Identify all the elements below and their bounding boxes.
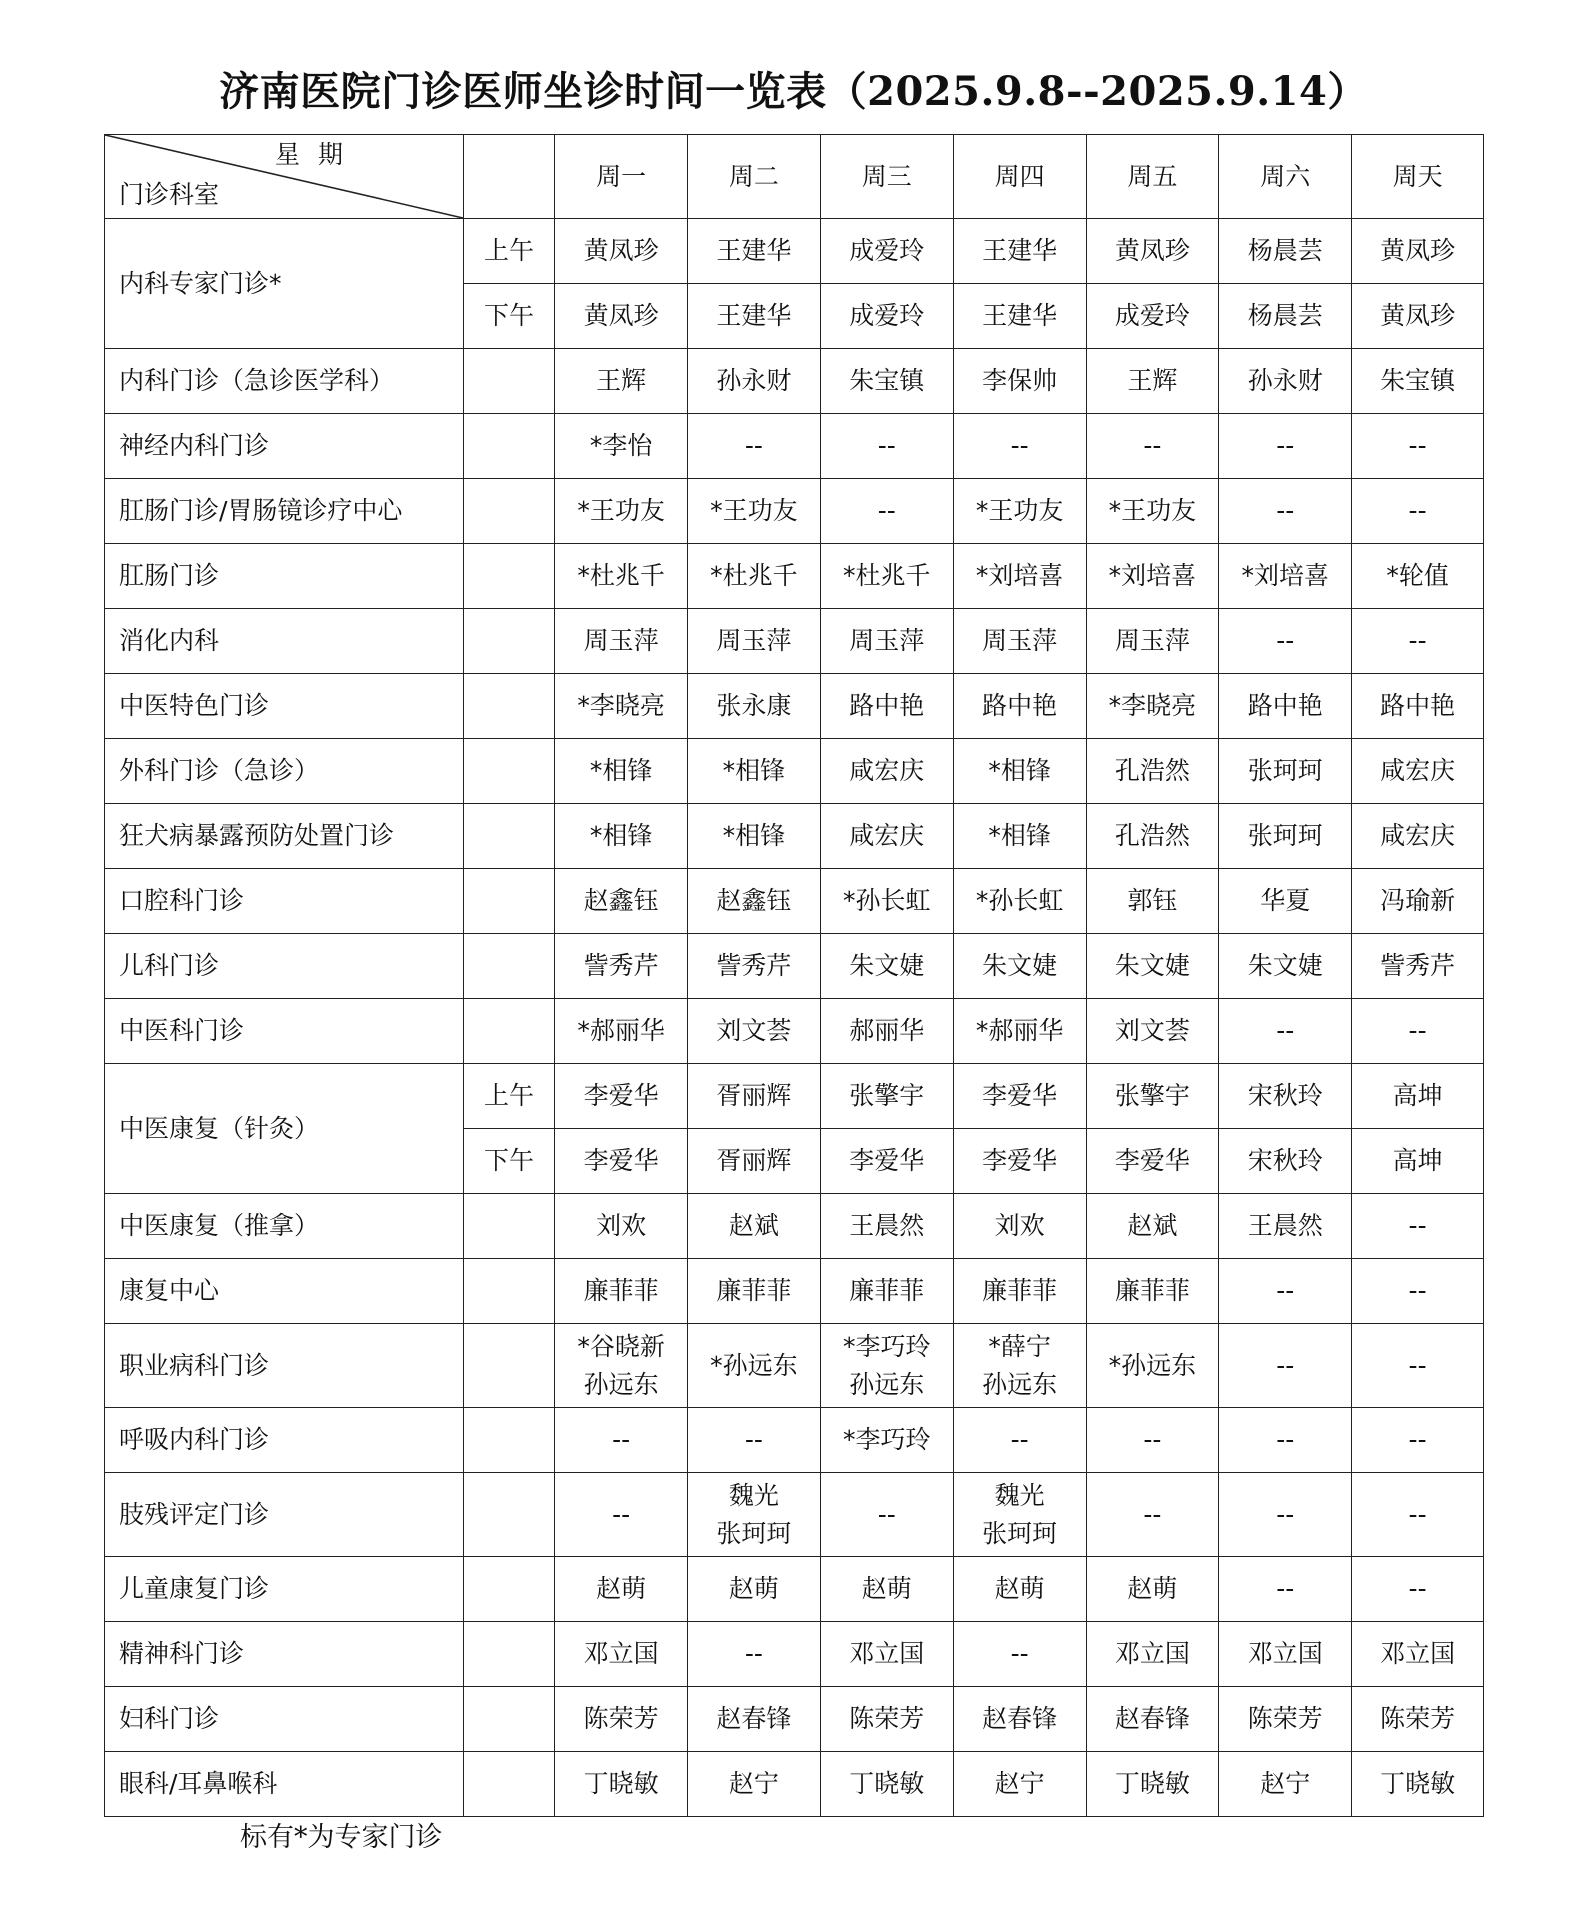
doctor-name: *李巧玲 [843,1331,931,1361]
doctor-cell: 赵萌 [820,1557,953,1622]
session-label [463,609,554,674]
session-label [463,1557,554,1622]
doctor-cell: 孙永财 [688,349,821,414]
session-label: 上午 [463,219,554,284]
doctor-name: 魏光 [728,1480,779,1510]
doctor-cell: 王建华 [953,284,1086,349]
doctor-cell: 高坤 [1352,1064,1484,1129]
doctor-cell: 咸宏庆 [820,739,953,804]
doctor-cell: 邓立国 [1219,1622,1352,1687]
header-row [105,135,1484,219]
table-row [105,999,1484,1064]
doctor-cell: 咸宏庆 [1352,739,1484,804]
doctor-cell: 张擎宇 [820,1064,953,1129]
table-row [105,1473,1484,1557]
table-row [105,804,1484,869]
doctor-cell: -- [555,1473,688,1557]
doctor-cell: 刘文荟 [688,999,821,1064]
doctor-cell: *王功友 [555,479,688,544]
doctor-cell [953,1473,1086,1557]
doctor-cell: -- [820,479,953,544]
doctor-cell: -- [688,1622,821,1687]
doctor-cell: 杨晨芸 [1219,284,1352,349]
doctor-cell: 周玉萍 [555,609,688,674]
doctor-cell: 李爱华 [820,1129,953,1194]
doctor-cell: -- [688,414,821,479]
table-row [105,1064,1484,1129]
table-row [105,219,1484,284]
doctor-cell: 陈荣芳 [1219,1687,1352,1752]
doctor-cell: -- [688,1408,821,1473]
doctor-cell: 廉菲菲 [1086,1259,1219,1324]
doctor-cell: 胥丽辉 [688,1129,821,1194]
session-label: 下午 [463,284,554,349]
department-name: 内科门诊（急诊医学科） [105,349,464,414]
table-row [105,674,1484,739]
doctor-cell: *孙远东 [688,1324,821,1408]
doctor-cell: 李爱华 [555,1129,688,1194]
doctor-cell: 邓立国 [820,1622,953,1687]
header-day: 周天 [1352,135,1484,219]
doctor-cell: 赵宁 [1219,1752,1352,1817]
doctor-cell: 张擎宇 [1086,1064,1219,1129]
doctor-cell: *杜兆千 [688,544,821,609]
table-row [105,934,1484,999]
session-label [463,414,554,479]
doctor-cell: *杜兆千 [820,544,953,609]
doctor-cell: *相锋 [953,804,1086,869]
table-row [105,609,1484,674]
doctor-name: 魏光 [994,1480,1045,1510]
doctor-cell: 王辉 [555,349,688,414]
doctor-cell: -- [1086,414,1219,479]
session-label [463,1752,554,1817]
doctor-cell: *李巧玲 [820,1408,953,1473]
doctor-cell: -- [820,414,953,479]
header-day: 周二 [688,135,821,219]
department-name: 中医特色门诊 [105,674,464,739]
doctor-cell: 陈荣芳 [1352,1687,1484,1752]
session-label [463,544,554,609]
doctor-cell: 周玉萍 [1086,609,1219,674]
doctor-cell: *相锋 [555,739,688,804]
doctor-cell: 赵春锋 [688,1687,821,1752]
doctor-cell: -- [1352,999,1484,1064]
department-name: 中医科门诊 [105,999,464,1064]
doctor-cell: 邓立国 [1086,1622,1219,1687]
doctor-cell: 周玉萍 [953,609,1086,674]
doctor-cell: *孙远东 [1086,1324,1219,1408]
doctor-cell: *刘培喜 [1086,544,1219,609]
doctor-cell: *孙长虹 [820,869,953,934]
doctor-cell: -- [1352,1408,1484,1473]
doctor-cell: 赵宁 [953,1752,1086,1817]
doctor-cell: -- [953,1408,1086,1473]
header-day: 周一 [555,135,688,219]
table-row [105,1687,1484,1752]
doctor-cell: 朱文婕 [1219,934,1352,999]
doctor-cell: 朱文婕 [820,934,953,999]
department-name: 儿科门诊 [105,934,464,999]
doctor-cell: 宋秋玲 [1219,1064,1352,1129]
doctor-cell: 孙永财 [1219,349,1352,414]
doctor-cell: -- [1219,1259,1352,1324]
header-corner-cell [105,135,464,219]
doctor-cell: 赵鑫钰 [555,869,688,934]
doctor-cell: 孔浩然 [1086,804,1219,869]
doctor-cell: 路中艳 [1352,674,1484,739]
schedule-table [104,134,1484,1817]
doctor-name: 孙远东 [849,1369,925,1399]
header-blank-cell [463,135,554,219]
department-name: 职业病科门诊 [105,1324,464,1408]
table-row [105,1752,1484,1817]
doctor-cell: 冯瑜新 [1352,869,1484,934]
doctor-cell [820,1324,953,1408]
doctor-cell [953,1324,1086,1408]
table-row [105,1259,1484,1324]
doctor-name: *谷晓新 [577,1331,665,1361]
doctor-cell: *王功友 [688,479,821,544]
department-name: 消化内科 [105,609,464,674]
doctor-cell: 孔浩然 [1086,739,1219,804]
table-row [105,349,1484,414]
department-name: 肛肠门诊 [105,544,464,609]
department-name: 中医康复（推拿） [105,1194,464,1259]
table-row [105,1408,1484,1473]
doctor-cell: 王建华 [688,284,821,349]
doctor-cell: *刘培喜 [1219,544,1352,609]
doctor-cell [688,1473,821,1557]
session-label: 下午 [463,1129,554,1194]
session-label [463,674,554,739]
table-row [105,739,1484,804]
session-label [463,739,554,804]
doctor-cell: 赵萌 [1086,1557,1219,1622]
doctor-cell: -- [1086,1473,1219,1557]
doctor-cell: 丁晓敏 [555,1752,688,1817]
doctor-cell: -- [1219,1324,1352,1408]
doctor-cell: 丁晓敏 [1352,1752,1484,1817]
corner-weekday-label: 星期 [275,140,362,169]
doctor-name: 孙远东 [583,1369,659,1399]
doctor-cell: -- [1219,479,1352,544]
session-label [463,349,554,414]
schedule-body [105,135,1484,1817]
doctor-cell: 邓立国 [1352,1622,1484,1687]
header-day: 周三 [820,135,953,219]
doctor-cell: 王晨然 [1219,1194,1352,1259]
table-row [105,414,1484,479]
doctor-cell: 刘文荟 [1086,999,1219,1064]
department-name: 儿童康复门诊 [105,1557,464,1622]
doctor-cell: -- [1086,1408,1219,1473]
corner-department-label: 门诊科室 [119,180,220,209]
doctor-cell: -- [1219,1408,1352,1473]
doctor-cell: 李爱华 [1086,1129,1219,1194]
doctor-cell: *相锋 [688,804,821,869]
doctor-cell: 赵鑫钰 [688,869,821,934]
doctor-cell: *孙长虹 [953,869,1086,934]
doctor-cell: -- [953,414,1086,479]
header-day: 周六 [1219,135,1352,219]
header-day: 周四 [953,135,1086,219]
doctor-name: 张珂珂 [982,1518,1058,1548]
doctor-cell: 周玉萍 [688,609,821,674]
doctor-cell: 朱宝镇 [820,349,953,414]
session-label [463,869,554,934]
session-label [463,1622,554,1687]
doctor-cell: 訾秀芹 [555,934,688,999]
doctor-cell: 丁晓敏 [1086,1752,1219,1817]
session-label [463,934,554,999]
table-row [105,544,1484,609]
doctor-cell: 路中艳 [1219,674,1352,739]
department-name: 眼科/耳鼻喉科 [105,1752,464,1817]
doctor-cell: -- [1352,1557,1484,1622]
department-name: 狂犬病暴露预防处置门诊 [105,804,464,869]
doctor-cell: 王建华 [688,219,821,284]
doctor-cell: *李晓亮 [1086,674,1219,739]
doctor-cell: 宋秋玲 [1219,1129,1352,1194]
department-name: 口腔科门诊 [105,869,464,934]
session-label: 上午 [463,1064,554,1129]
doctor-cell: 黄凤珍 [1352,219,1484,284]
doctor-cell: -- [1352,414,1484,479]
doctor-cell: 成爱玲 [820,284,953,349]
doctor-cell: 咸宏庆 [1352,804,1484,869]
doctor-cell: 赵春锋 [1086,1687,1219,1752]
doctor-cell: -- [1219,1473,1352,1557]
table-row [105,869,1484,934]
doctor-cell: 刘欢 [555,1194,688,1259]
doctor-cell: -- [953,1622,1086,1687]
doctor-cell: *李怡 [555,414,688,479]
doctor-cell: -- [820,1473,953,1557]
session-label [463,1408,554,1473]
doctor-cell: *相锋 [688,739,821,804]
doctor-cell: 成爱玲 [1086,284,1219,349]
table-row [105,1557,1484,1622]
department-name: 精神科门诊 [105,1622,464,1687]
doctor-cell: 黄凤珍 [555,219,688,284]
doctor-cell: *刘培喜 [953,544,1086,609]
department-name: 神经内科门诊 [105,414,464,479]
department-name: 外科门诊（急诊） [105,739,464,804]
doctor-cell: 王建华 [953,219,1086,284]
doctor-cell: 李爱华 [953,1129,1086,1194]
doctor-cell: 廉菲菲 [953,1259,1086,1324]
doctor-cell: -- [1352,1259,1484,1324]
doctor-cell: 黄凤珍 [555,284,688,349]
doctor-cell: -- [1352,1194,1484,1259]
doctor-cell: *王功友 [1086,479,1219,544]
department-name: 内科专家门诊* [105,219,464,349]
doctor-cell: *郝丽华 [953,999,1086,1064]
doctor-cell: 周玉萍 [820,609,953,674]
session-label [463,479,554,544]
session-label [463,1194,554,1259]
doctor-cell: -- [1352,479,1484,544]
doctor-cell: 邓立国 [555,1622,688,1687]
doctor-cell: 赵斌 [688,1194,821,1259]
doctor-cell: 成爱玲 [820,219,953,284]
doctor-cell: *郝丽华 [555,999,688,1064]
department-name: 肛肠门诊/胃肠镜诊疗中心 [105,479,464,544]
department-name: 中医康复（针灸） [105,1064,464,1194]
doctor-cell: *相锋 [555,804,688,869]
doctor-cell: -- [555,1408,688,1473]
doctor-cell: *轮值 [1352,544,1484,609]
doctor-cell: 咸宏庆 [820,804,953,869]
doctor-cell: 张珂珂 [1219,804,1352,869]
doctor-cell: -- [1219,999,1352,1064]
doctor-cell: 訾秀芹 [688,934,821,999]
doctor-name: *薛宁 [988,1331,1051,1361]
doctor-cell: 黄凤珍 [1352,284,1484,349]
doctor-cell: *杜兆千 [555,544,688,609]
session-label [463,999,554,1064]
doctor-cell: -- [1219,414,1352,479]
doctor-cell: 訾秀芹 [1352,934,1484,999]
department-name: 呼吸内科门诊 [105,1408,464,1473]
doctor-cell: 李保帅 [953,349,1086,414]
doctor-cell: 张永康 [688,674,821,739]
doctor-cell: 丁晓敏 [820,1752,953,1817]
department-name: 妇科门诊 [105,1687,464,1752]
session-label [463,1324,554,1408]
department-name: 康复中心 [105,1259,464,1324]
doctor-cell: 赵春锋 [953,1687,1086,1752]
doctor-cell: 王辉 [1086,349,1219,414]
doctor-cell: 廉菲菲 [688,1259,821,1324]
doctor-cell: -- [1352,1324,1484,1408]
expert-note: 标有*为专家门诊 [240,1822,443,1853]
doctor-cell: *李晓亮 [555,674,688,739]
doctor-cell: 李爱华 [555,1064,688,1129]
doctor-cell: 路中艳 [953,674,1086,739]
doctor-cell: 王晨然 [820,1194,953,1259]
doctor-cell: -- [1219,609,1352,674]
header-day: 周五 [1086,135,1219,219]
doctor-cell: *王功友 [953,479,1086,544]
page-title: 济南医院门诊医师坐诊时间一览表（2025.9.8--2025.9.14） [219,68,1368,115]
doctor-cell: *相锋 [953,739,1086,804]
doctor-cell: 朱宝镇 [1352,349,1484,414]
doctor-cell: 朱文婕 [953,934,1086,999]
doctor-cell: 路中艳 [820,674,953,739]
doctor-cell: 杨晨芸 [1219,219,1352,284]
table-row [105,479,1484,544]
doctor-cell: 廉菲菲 [555,1259,688,1324]
doctor-cell: 华夏 [1219,869,1352,934]
doctor-cell: 李爱华 [953,1064,1086,1129]
doctor-cell: 黄凤珍 [1086,219,1219,284]
doctor-cell: 朱文婕 [1086,934,1219,999]
doctor-cell: 刘欢 [953,1194,1086,1259]
doctor-cell: 赵宁 [688,1752,821,1817]
doctor-name: 张珂珂 [716,1518,792,1548]
doctor-cell: 赵萌 [555,1557,688,1622]
doctor-cell: 高坤 [1352,1129,1484,1194]
doctor-cell: 郝丽华 [820,999,953,1064]
doctor-cell: 郭钰 [1086,869,1219,934]
doctor-cell: 赵萌 [953,1557,1086,1622]
doctor-cell [555,1324,688,1408]
session-label [463,1259,554,1324]
session-label [463,1473,554,1557]
session-label [463,804,554,869]
doctor-name: 孙远东 [982,1369,1058,1399]
table-row [105,1324,1484,1408]
table-row [105,1194,1484,1259]
doctor-cell: -- [1352,609,1484,674]
doctor-cell: 陈荣芳 [555,1687,688,1752]
doctor-cell: 赵萌 [688,1557,821,1622]
department-name: 肢残评定门诊 [105,1473,464,1557]
doctor-cell: -- [1219,1557,1352,1622]
doctor-cell: 廉菲菲 [820,1259,953,1324]
table-row [105,1622,1484,1687]
doctor-cell: -- [1352,1473,1484,1557]
doctor-cell: 张珂珂 [1219,739,1352,804]
session-label [463,1687,554,1752]
doctor-cell: 胥丽辉 [688,1064,821,1129]
doctor-cell: 陈荣芳 [820,1687,953,1752]
doctor-cell: 赵斌 [1086,1194,1219,1259]
